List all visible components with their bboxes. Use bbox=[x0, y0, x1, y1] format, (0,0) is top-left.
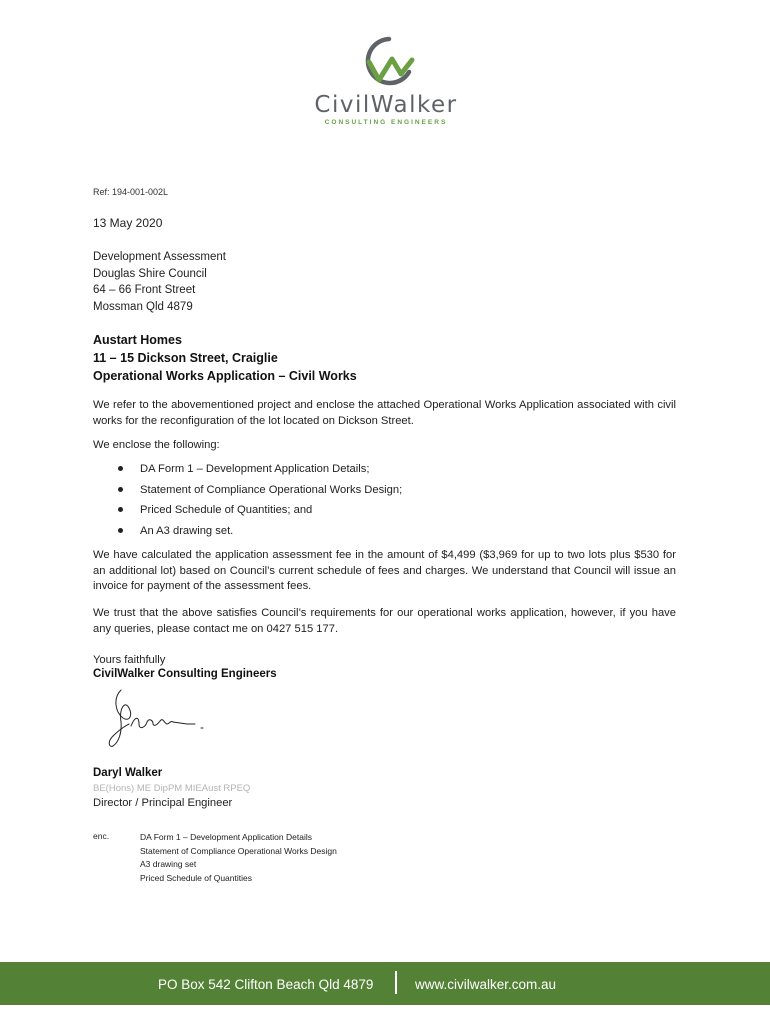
list-item: DA Form 1 – Development Application Details bbox=[140, 832, 312, 842]
recipient-line: 64 – 66 Front Street bbox=[93, 284, 196, 296]
enclosures-list bbox=[140, 831, 337, 885]
body-paragraph-enclose: We enclose the following: bbox=[93, 439, 220, 451]
body-paragraph-intro: We refer to the abovementioned project and enclose the attached Operational Works Application associated with civil works for the reconfiguration of the lot located on Dickson Street. bbox=[93, 399, 676, 427]
brand-name: CivilWalker bbox=[314, 92, 458, 118]
body-paragraph-contact: We trust that the above satisfies Council’s requirements for our operational works application, however, if you have any queries, please contact me on 0427 515 177. bbox=[93, 607, 676, 635]
subject-heading bbox=[93, 331, 357, 385]
footer-bar bbox=[0, 962, 770, 1005]
signer-name: Daryl Walker bbox=[93, 767, 163, 779]
recipient-address bbox=[93, 249, 226, 315]
signer-role: Director / Principal Engineer bbox=[93, 797, 233, 809]
civilwalker-logo-icon bbox=[355, 34, 417, 90]
recipient-line: Development Assessment bbox=[93, 251, 226, 263]
body-paragraph-fees: We have calculated the application assessment fee in the amount of $4,499 ($3,969 for up to two lots plus $530 for an additional lot) based on Council’s current schedule of fees and charges. We understand that Council will issue an invoice for payment of the assessment fees. bbox=[93, 549, 676, 592]
list-item: A3 drawing set bbox=[140, 859, 197, 869]
company-logo bbox=[310, 34, 462, 134]
list-item: Priced Schedule of Quantities; and bbox=[93, 502, 402, 523]
enclosure-bullet-list bbox=[93, 461, 402, 544]
list-item: Statement of Compliance Operational Works Design; bbox=[93, 482, 402, 503]
list-item: Statement of Compliance Operational Works Design bbox=[140, 845, 337, 856]
recipient-line: Mossman Qld 4879 bbox=[93, 300, 193, 313]
subject-line: Austart Homes bbox=[93, 333, 182, 347]
footer-divider bbox=[395, 971, 397, 994]
footer-website-link[interactable]: www.civilwalker.com.au bbox=[415, 977, 557, 992]
reference-number: Ref: 194-001-002L bbox=[93, 187, 169, 197]
recipient-line: Douglas Shire Council bbox=[93, 267, 207, 280]
subject-line: Operational Works Application – Civil Works bbox=[93, 369, 357, 383]
subject-line: 11 – 15 Dickson Street, Craiglie bbox=[93, 351, 278, 365]
brand-tagline: CONSULTING ENGINEERS bbox=[324, 119, 448, 126]
letter-date: 13 May 2020 bbox=[93, 216, 163, 230]
footer-address: PO Box 542 Clifton Beach Qld 4879 bbox=[158, 977, 374, 992]
enclosures-label: enc. bbox=[93, 831, 110, 841]
list-item: DA Form 1 – Development Application Details; bbox=[93, 461, 402, 482]
handwritten-signature bbox=[103, 686, 213, 752]
firm-name: CivilWalker Consulting Engineers bbox=[93, 668, 277, 680]
signer-qualifications: BE(Hons) ME DipPM MIEAust RPEQ bbox=[93, 783, 251, 794]
list-item: Priced Schedule of Quantities bbox=[140, 872, 252, 883]
list-item: An A3 drawing set. bbox=[93, 523, 402, 544]
closing-salutation: Yours faithfully bbox=[93, 654, 166, 666]
